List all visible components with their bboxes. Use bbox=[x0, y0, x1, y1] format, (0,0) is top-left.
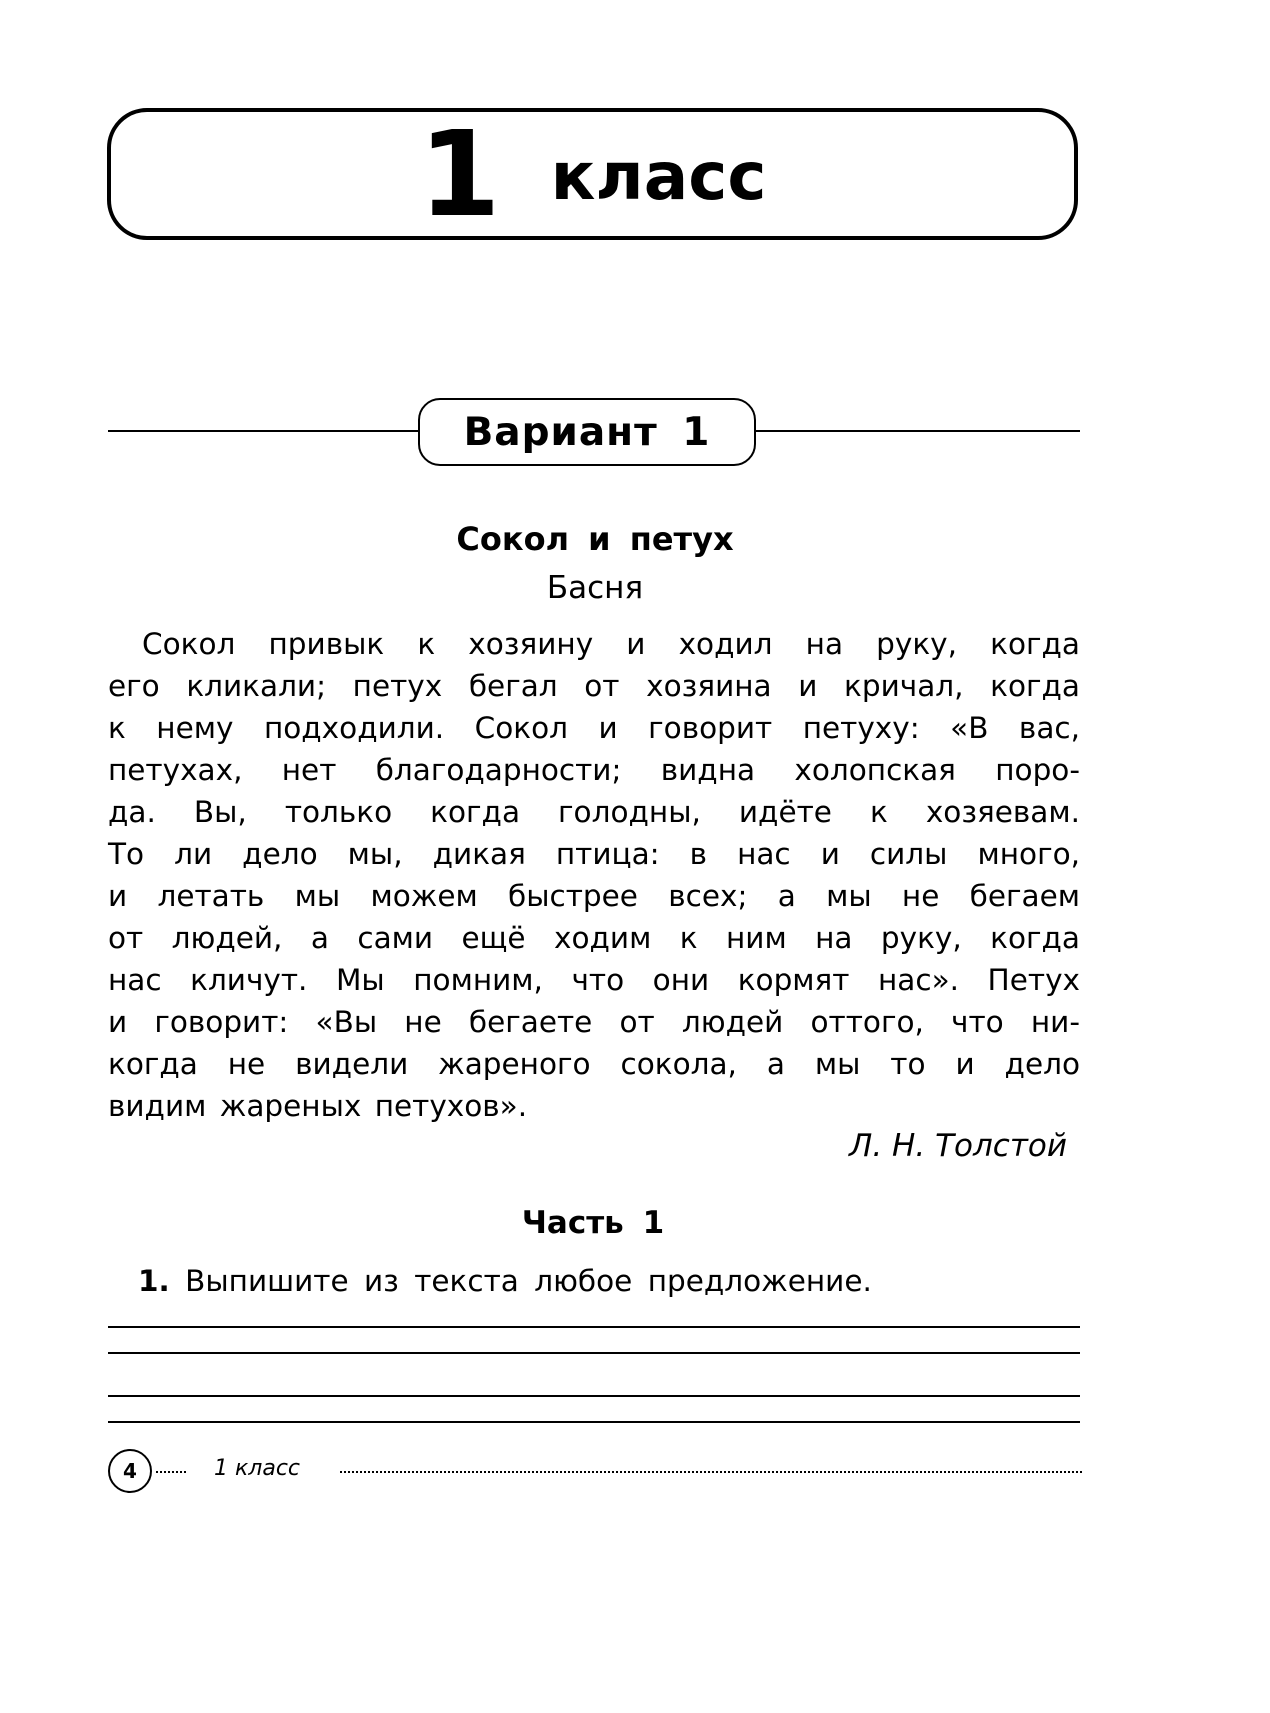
story-line: петухах, нет благодарности; видна холопская поро- bbox=[108, 753, 1080, 787]
answer-line[interactable] bbox=[108, 1421, 1080, 1423]
story-line: и говорит: «Вы не бегаете от людей оттого, что ни- bbox=[108, 1005, 1080, 1039]
part-title: Часть 1 bbox=[521, 1205, 665, 1241]
answer-line[interactable] bbox=[108, 1352, 1080, 1354]
story-title: Сокол и петух bbox=[456, 520, 734, 558]
footer-dots-right bbox=[340, 1471, 1082, 1473]
story-line: Сокол привык к хозяину и ходил на руку, когда bbox=[142, 627, 1080, 661]
answer-line[interactable] bbox=[108, 1395, 1080, 1397]
footer-dots-left bbox=[156, 1471, 186, 1473]
story-line: когда не видели жареного сокола, а мы то и дело bbox=[108, 1047, 1080, 1081]
answer-line[interactable] bbox=[108, 1326, 1080, 1328]
story-line: нас кличут. Мы помним, что они кормят нас». Петух bbox=[108, 963, 1080, 997]
story-line: и летать мы можем быстрее всех; а мы не бегаем bbox=[108, 879, 1080, 913]
story-line: да. Вы, только когда голодны, идёте к хозяевам. bbox=[108, 795, 1080, 829]
question-text: Выпишите из текста любое предложение. bbox=[185, 1264, 872, 1298]
story-line: его кликали; петух бегал от хозяина и кричал, когда bbox=[108, 669, 1080, 703]
story-genre: Басня bbox=[546, 570, 644, 606]
story-line: от людей, а сами ещё ходим к ним на руку, когда bbox=[108, 921, 1080, 955]
story-author: Л. Н. Толстой bbox=[849, 1128, 1067, 1164]
page-number: 4 bbox=[108, 1449, 152, 1493]
question-number: 1. bbox=[138, 1264, 170, 1298]
grade-word: класс bbox=[550, 138, 767, 215]
variant-rule-left bbox=[108, 430, 420, 432]
story-line: видим жареных петухов». bbox=[108, 1089, 528, 1123]
story-line: То ли дело мы, дикая птица: в нас и силы много, bbox=[108, 837, 1080, 871]
grade-number: 1 bbox=[418, 105, 501, 243]
variant-rule-right bbox=[754, 430, 1080, 432]
grade-header-box bbox=[107, 105, 1078, 243]
variant-label: Вариант 1 bbox=[418, 398, 756, 466]
story-line: к нему подходили. Сокол и говорит петуху: «В вас, bbox=[108, 711, 1080, 745]
question-1 bbox=[138, 1264, 872, 1298]
story-body bbox=[108, 623, 1080, 1127]
footer-label: 1 класс bbox=[214, 1456, 301, 1481]
